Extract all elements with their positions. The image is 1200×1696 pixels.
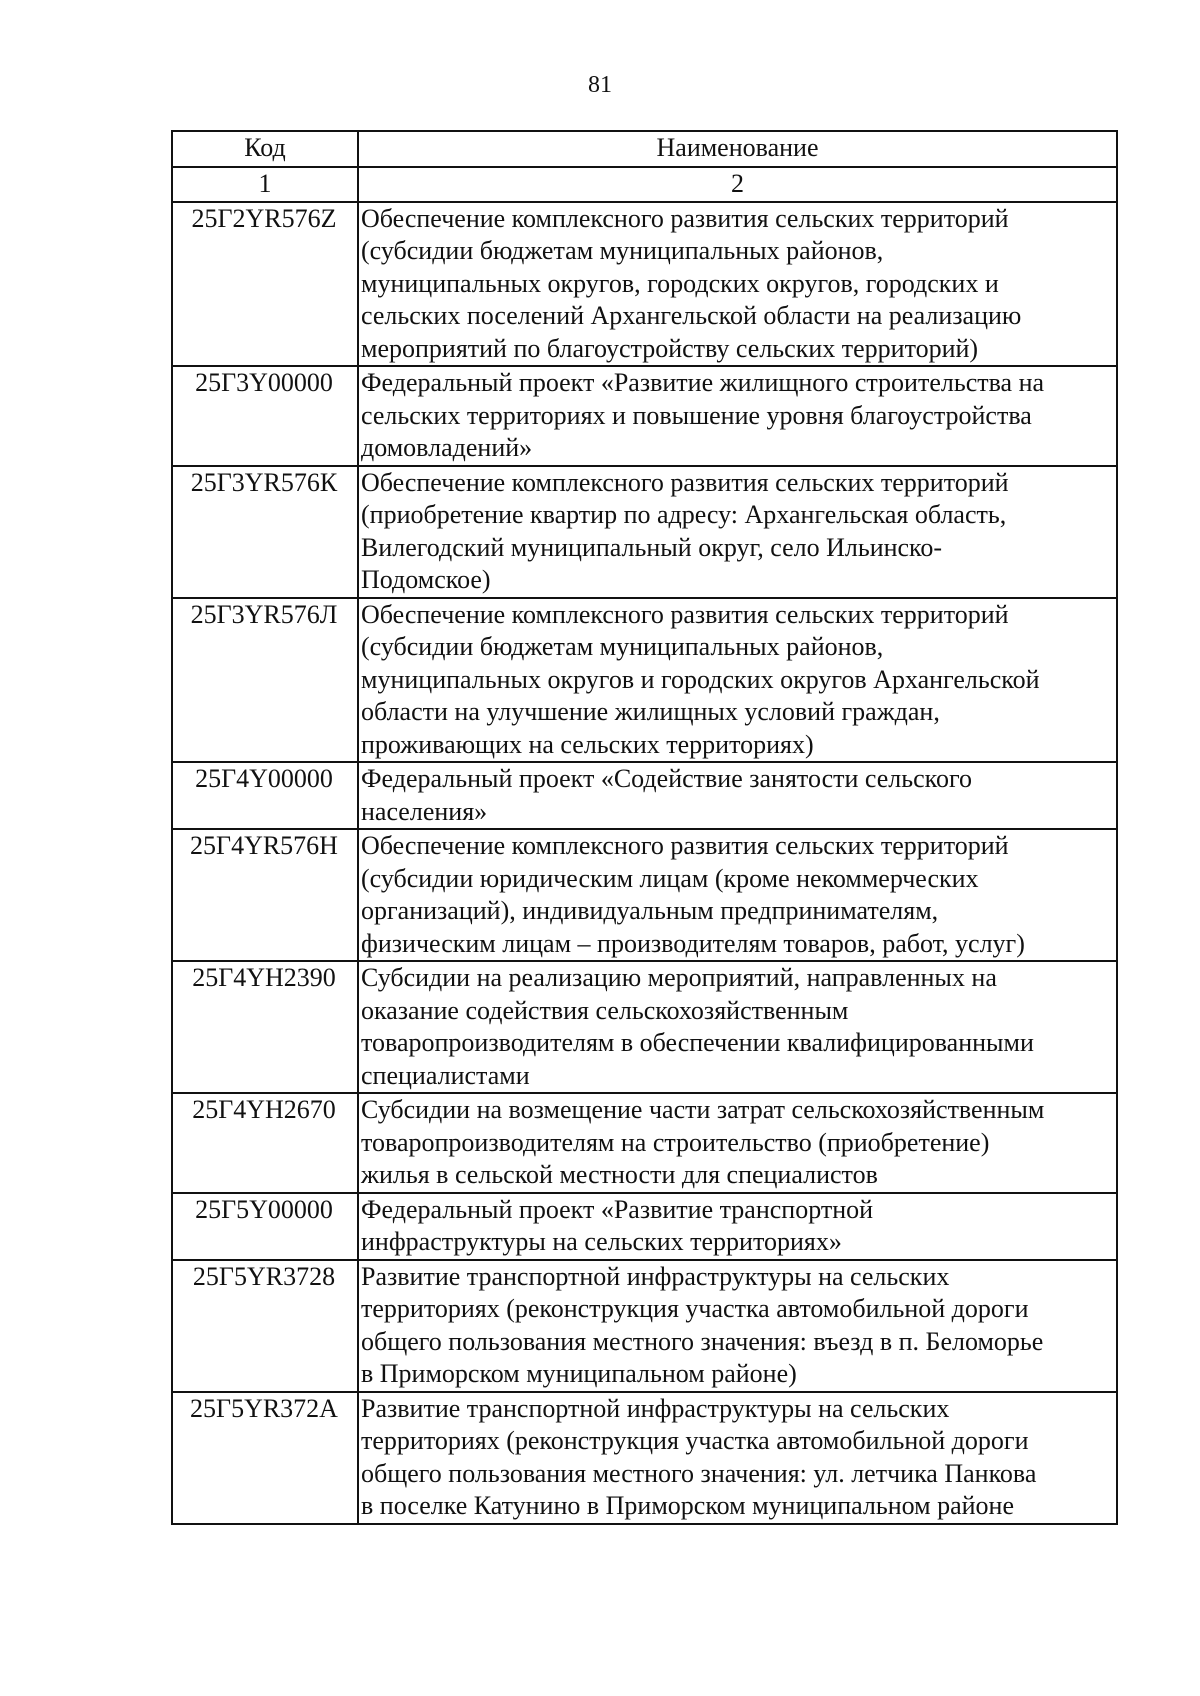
row-name xyxy=(358,366,1117,466)
row-name-line: Развитие транспортной инфраструктуры на сельских xyxy=(361,1261,950,1291)
row-name xyxy=(358,1193,1117,1260)
table-row xyxy=(172,202,1117,367)
row-name xyxy=(358,1093,1117,1193)
row-code: 25Г4Y00000 xyxy=(172,762,358,829)
row-name-line: Федеральный проект «Содействие занятости сельского xyxy=(361,764,972,793)
row-code: 25Г5YR372А xyxy=(172,1392,358,1524)
row-name-line: оказание содействия сельскохозяйственным xyxy=(361,995,849,1025)
page-number: 81 xyxy=(588,72,612,98)
row-code: 25Г5YR3728 xyxy=(172,1260,358,1392)
row-name-line: (приобретение квартир по адресу: Архангельская область, xyxy=(361,500,1007,529)
header-code: Код xyxy=(172,131,358,167)
row-name xyxy=(358,961,1117,1093)
row-name-line: муниципальных округов, городских округов, городских и xyxy=(361,268,999,298)
row-name xyxy=(358,202,1117,367)
table-row xyxy=(172,1392,1117,1524)
row-name-line: товаропроизводителям в обеспечении квалифицированными xyxy=(361,1028,1034,1057)
row-name xyxy=(358,762,1117,829)
row-code: 25Г4YR576Н xyxy=(172,829,358,961)
row-code: 25Г4YН2390 xyxy=(172,961,358,1093)
row-name-line: Обеспечение комплексного развития сельских территорий xyxy=(361,599,1009,629)
row-code: 25Г5Y00000 xyxy=(172,1193,358,1260)
row-name-line: инфраструктуры на сельских территориях» xyxy=(361,1227,842,1256)
row-name-line: сельских территориях и повышение уровня благоустройства xyxy=(361,400,1032,430)
row-name-line: муниципальных округов и городских округов Архангельской xyxy=(361,664,1040,694)
row-name-line: территориях (реконструкция участка автомобильной дороги xyxy=(361,1294,1029,1323)
row-name-line: организаций), индивидуальным предпринимателям, xyxy=(361,896,939,925)
row-name-line: Обеспечение комплексного развития сельских территорий xyxy=(361,467,1009,497)
row-name-line: физическим лицам – производителям товаров, работ, услуг) xyxy=(361,928,1025,958)
header-name: Наименование xyxy=(358,131,1117,167)
row-name-line: Развитие транспортной инфраструктуры на сельских xyxy=(361,1393,950,1423)
table-row xyxy=(172,1260,1117,1392)
row-name-line: в Приморском муниципальном районе) xyxy=(361,1359,797,1388)
row-name-line: (субсидии бюджетам муниципальных районов, xyxy=(361,632,884,661)
row-name-line: специалистами xyxy=(361,1060,530,1090)
table-row xyxy=(172,466,1117,598)
row-name-line: общего пользования местного значения: ул. летчика Панкова xyxy=(361,1458,1037,1488)
row-name-line: (субсидии бюджетам муниципальных районов, xyxy=(361,236,884,265)
row-name xyxy=(358,466,1117,598)
row-name xyxy=(358,829,1117,961)
row-name-line: Федеральный проект «Развитие транспортной xyxy=(361,1194,874,1224)
row-name xyxy=(358,1392,1117,1524)
column-number-code: 1 xyxy=(172,167,358,202)
table-body xyxy=(172,202,1117,1524)
table-header-row xyxy=(172,131,1117,167)
table-row xyxy=(172,598,1117,763)
table-row xyxy=(172,961,1117,1093)
row-name-line: Обеспечение комплексного развития сельских территорий xyxy=(361,831,1009,860)
row-name-line: проживающих на сельских территориях) xyxy=(361,729,814,759)
row-name-line: Субсидии на возмещение части затрат сельскохозяйственным xyxy=(361,1095,1045,1124)
row-name-line: товаропроизводителям на строительство (приобретение) xyxy=(361,1127,990,1157)
table-row xyxy=(172,1193,1117,1260)
table-row xyxy=(172,1093,1117,1193)
row-code: 25Г3Y00000 xyxy=(172,366,358,466)
row-name-line: области на улучшение жилищных условий граждан, xyxy=(361,697,940,726)
row-code: 25Г3YR576К xyxy=(172,466,358,598)
table-row xyxy=(172,762,1117,829)
row-name xyxy=(358,1260,1117,1392)
row-name-line: территориях (реконструкция участка автомобильной дороги xyxy=(361,1426,1029,1455)
row-name xyxy=(358,598,1117,763)
table-row xyxy=(172,366,1117,466)
row-name-line: домовладений» xyxy=(361,433,533,462)
row-name-line: (субсидии юридическим лицам (кроме некоммерческих xyxy=(361,863,979,893)
row-name-line: Вилегодский муниципальный округ, село Ильинско- xyxy=(361,532,943,562)
column-number-name: 2 xyxy=(358,167,1117,202)
row-name-line: мероприятий по благоустройству сельских территорий) xyxy=(361,333,979,363)
row-name-line: общего пользования местного значения: въезд в п. Беломорье xyxy=(361,1326,1044,1356)
row-name-line: в поселке Катунино в Приморском муниципальном районе xyxy=(361,1491,1014,1520)
row-name-line: Обеспечение комплексного развития сельских территорий xyxy=(361,203,1009,233)
row-name-line: Федеральный проект «Развитие жилищного строительства на xyxy=(361,368,1045,397)
row-name-line: сельских поселений Архангельской области на реализацию xyxy=(361,301,1022,330)
row-name-line: Подомское) xyxy=(361,565,491,594)
row-name-line: Субсидии на реализацию мероприятий, направленных на xyxy=(361,963,997,992)
row-code: 25Г2YR576Z xyxy=(172,202,358,367)
row-name-line: населения» xyxy=(361,796,488,826)
table-row xyxy=(172,829,1117,961)
column-number-row xyxy=(172,167,1117,202)
row-name-line: жилья в сельской местности для специалистов xyxy=(361,1160,878,1189)
budget-code-table xyxy=(171,130,1118,1525)
row-code: 25Г3YR576Л xyxy=(172,598,358,763)
row-code: 25Г4YН2670 xyxy=(172,1093,358,1193)
